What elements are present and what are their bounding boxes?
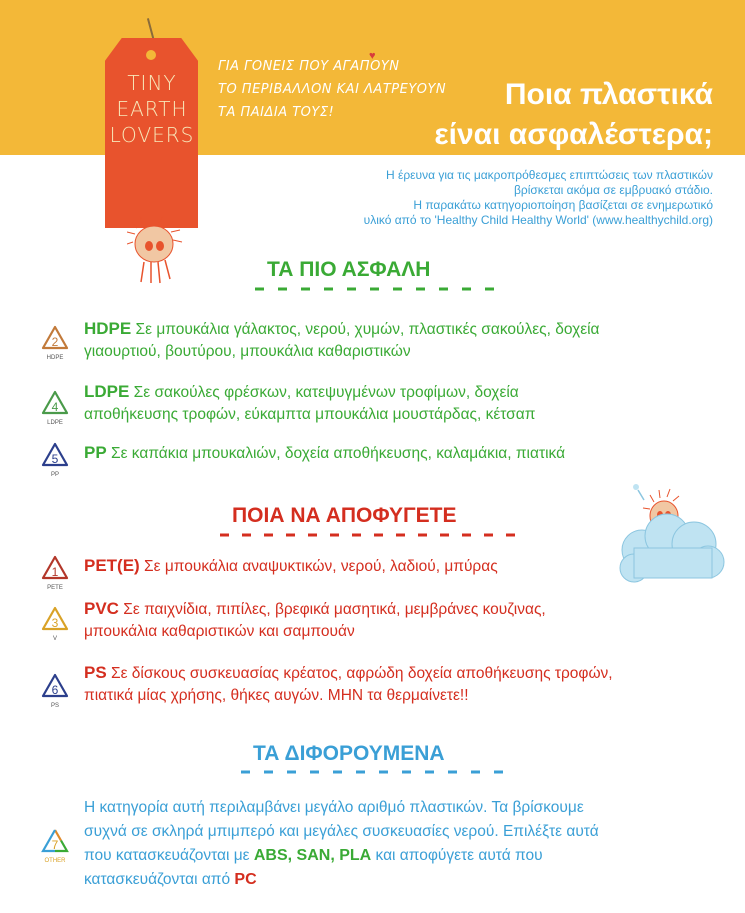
safe-alternatives: ABS, SAN, PLA <box>253 847 372 864</box>
svg-text:7: 7 <box>51 838 59 852</box>
svg-text:5: 5 <box>51 452 59 466</box>
pvc-item: PVC Σε παιχνίδια, πιπίλες, βρεφικά μασητικά, μεμβράνες κουζινας, μπουκάλια καθαριστικών και σαμπουάν <box>84 599 546 640</box>
svg-text:4: 4 <box>51 400 59 414</box>
recycle-7-icon <box>40 826 70 864</box>
recycle-3-icon <box>40 604 70 642</box>
safest-heading: ΤΑ ΠΙΟ ΑΣΦΑΛΗ <box>267 258 431 281</box>
heart-icon: ♥ <box>369 50 376 62</box>
recycle-1-icon <box>40 553 70 591</box>
svg-text:PS: PS <box>50 703 60 709</box>
pet-item: PET(E) Σε μπουκάλια αναψυκτικών, νερού, λαδιού, μπύρας <box>84 556 498 575</box>
logo-text: TINY EARTH LOVERS <box>109 71 195 147</box>
avoid-heading: ΠΟΙΑ ΝΑ ΑΠΟΦΥΓΕΤΕ <box>232 504 457 527</box>
hedgehog-mascot-icon <box>127 214 183 286</box>
ps-item: PS Σε δίσκους συσκευασίας κρέατος, αφρώδη δοχεία αποθήκευσης τροφών, πιατικά μίας χρήσης, θήκες αυγών. ΜΗΝ τα θερμαίνετε!! <box>84 663 613 704</box>
svg-text:HDPE: HDPE <box>46 355 64 361</box>
svg-text:3: 3 <box>51 616 59 630</box>
ps-label: PS <box>84 663 107 682</box>
pp-item: PP Σε καπάκια μπουκαλιών, δοχεία αποθήκευσης, καλαμάκια, πιατικά <box>84 443 566 462</box>
svg-text:OTHER: OTHER <box>44 858 66 864</box>
ldpe-label: LDPE <box>84 382 130 401</box>
svg-text:LDPE: LDPE <box>47 420 63 426</box>
tag-hole <box>146 50 156 60</box>
recycle-6-icon <box>40 671 70 709</box>
recycle-4-icon <box>40 388 70 426</box>
hdpe-label: HDPE <box>84 319 132 338</box>
tiny-earth-lovers-logo <box>105 18 205 288</box>
recycle-5-icon <box>40 440 70 478</box>
avoid-underline <box>220 533 520 537</box>
cloud-mascot-icon <box>612 478 727 588</box>
pp-label: PP <box>84 443 107 462</box>
svg-text:6: 6 <box>51 683 59 697</box>
pet-label: PET(E) <box>84 556 140 575</box>
debated-text: Η κατηγορία αυτή περιλαμβάνει μεγάλο αριθμό πλαστικών. Τα βρίσκουμε συχνά σε σκληρά μπιμπερό και μεγάλες συσκευασίες νερού. Επιλέξτε αυτά που κατασκευάζονται με ABS, SAN, PLA και αποφύγετε αυτά που κατασκευάζονται από PC <box>84 799 599 888</box>
debated-heading: ΤΑ ΔΙΦΟΡΟΥΜΕΝΑ <box>253 742 445 765</box>
tagline: ΓΙΑ ΓΟΝΕΙΣ ΠΟΥ ΑΓΑΠΟΥΝ ΤΟ ΠΕΡΙΒΑΛΛΟΝ ΚΑΙ ΛΑΤΡΕΥΟΥΝ ΤΑ ΠΑΙΔΙΑ ΤΟΥΣ! <box>218 59 447 120</box>
ldpe-item: LDPE Σε σακούλες φρέσκων, κατεψυγμένων τροφίμων, δοχεία αποθήκευσης τροφών, εύκαμπτα μπουκάλια μουστάρδας, κέτσαπ <box>84 382 536 423</box>
debated-underline <box>241 770 511 774</box>
intro-text: Η έρευνα για τις μακροπρόθεσμες επιπτώσεις των πλαστικών βρίσκεται ακόμα σε εμβρυακό στάδιο. Η παρακάτω κατηγοριοποίηση βασίζεται σε ενημερωτικό υλικό από το 'Healthy Child Healthy World' (www.healthychild.org) <box>363 168 713 227</box>
svg-text:1: 1 <box>51 565 59 579</box>
pc-highlight: PC <box>234 871 257 888</box>
recycle-2-icon <box>40 323 70 361</box>
hdpe-item: HDPE Σε μπουκάλια γάλακτος, νερού, χυμών, πλαστικές σακούλες, δοχεία γιαουρτιού, βουτύρου, μπουκάλια καθαριστικών <box>84 319 600 360</box>
pvc-label: PVC <box>84 599 119 618</box>
svg-text:PP: PP <box>50 472 60 478</box>
safest-underline <box>255 287 495 291</box>
svg-text:V: V <box>52 636 58 642</box>
svg-text:PETE: PETE <box>47 585 63 591</box>
svg-text:2: 2 <box>51 335 59 349</box>
page-title: Ποια πλαστικά είναι ασφαλέστερα; <box>434 78 713 151</box>
